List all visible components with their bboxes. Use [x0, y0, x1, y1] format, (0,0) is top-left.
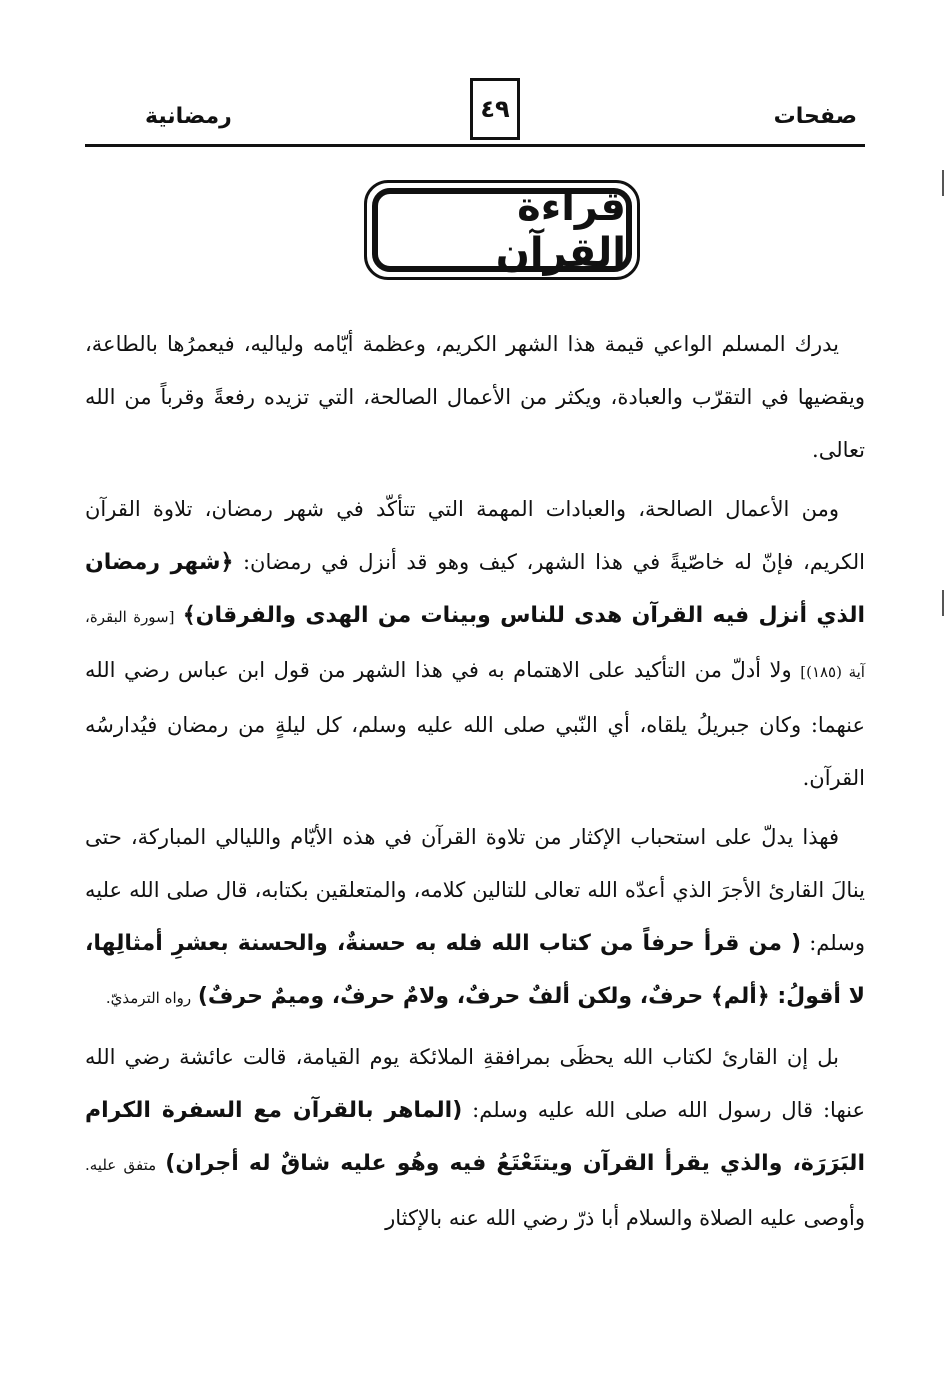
body-text — [85, 318, 865, 1251]
paragraph-1-text: يدرك المسلم الواعي قيمة هذا الشهر الكريم، وعظمة أيّامه ولياليه، فيعمرُها بالطاعة، ويقضيها في التقرّب والعبادة، ويكثر من الأعمال الصالحة، التي تزيده رفعةً وقرباً من الله تعالى. — [85, 332, 865, 462]
paragraph-3 — [85, 811, 865, 1025]
paragraph-2-body: ولا أدلّ من التأكيد على الاهتمام به في هذا الشهر من قول ابن عباس رضي الله عنهما: وكان جبريلُ يلقاه، أي النّبي صلى الله عليه وسلم، كل ليلةٍ من رمضان فيُدارسُه القرآن. — [85, 658, 865, 790]
page-number: ٤٩ — [470, 78, 520, 140]
running-title-left: رمضانية — [145, 104, 232, 129]
hadith-reference-2: متفق عليه. — [85, 1156, 157, 1174]
page-header — [85, 78, 865, 148]
paragraph-4-intro: بل إن القارئ لكتاب الله يحظَى بمرافقةِ الملائكة يوم القيامة، قالت عائشة رضي الله عنها: قال رسول الله صلى الله عليه وسلم: — [85, 1045, 865, 1122]
scan-edge-mark — [942, 590, 944, 616]
paragraph-3-intro: فهذا يدلّ على استحباب الإكثار من تلاوة القرآن في هذه الأيّام والليالي المباركة، حتى ينالَ القارئ الأجرَ الذي أعدّه الله تعالى للتالين كلامه، والمتعلقين بكتابه، قال صلى الله عليه وسلم: — [85, 825, 865, 955]
hadith-quote-2: (الماهر بالقرآن مع السفرة الكرام البَرَرَة، والذي يقرأ القرآن ويتتَعْتَعُ فيه وهُو عليه شاقٌ له أجران) — [85, 1098, 865, 1176]
header-divider — [85, 144, 865, 147]
hadith-reference-1: رواه الترمذيّ. — [105, 989, 192, 1007]
paragraph-4 — [85, 1031, 865, 1245]
chapter-title: قراءة القرآن — [372, 188, 632, 272]
running-title-right: صفحات — [773, 104, 857, 129]
scan-edge-mark — [942, 170, 944, 196]
paragraph-1 — [85, 318, 865, 477]
paragraph-2-intro: ومن الأعمال الصالحة، والعبادات المهمة التي تتأكّد في شهر رمضان، تلاوة القرآن الكريم، فإنّ له خاصّيةً في هذا الشهر، كيف وهو قد أنزل في رمضان: — [85, 497, 865, 574]
paragraph-2 — [85, 483, 865, 805]
quran-verse: ﴿شهر رمضان الذي أنزل فيه القرآن هدى للناس وبينات من الهدى والفرقان﴾ — [85, 550, 865, 628]
hadith-quote-1: ( من قرأ حرفاً من كتاب الله فله به حسنةٌ، والحسنة بعشرِ أمثالِها، لا أقولُ: ﴿ألم﴾ حرفٌ، ولكن ألفٌ حرفٌ، ولامٌ حرفٌ، وميمٌ حرفٌ) — [85, 931, 865, 1009]
verse-reference: [سورة البقرة، آية (١٨٥)] — [85, 608, 865, 681]
chapter-title-frame — [364, 180, 640, 280]
paragraph-4-body: وأوصى عليه الصلاة والسلام أبا ذرّ رضي الله عنه بالإكثار — [385, 1206, 865, 1230]
